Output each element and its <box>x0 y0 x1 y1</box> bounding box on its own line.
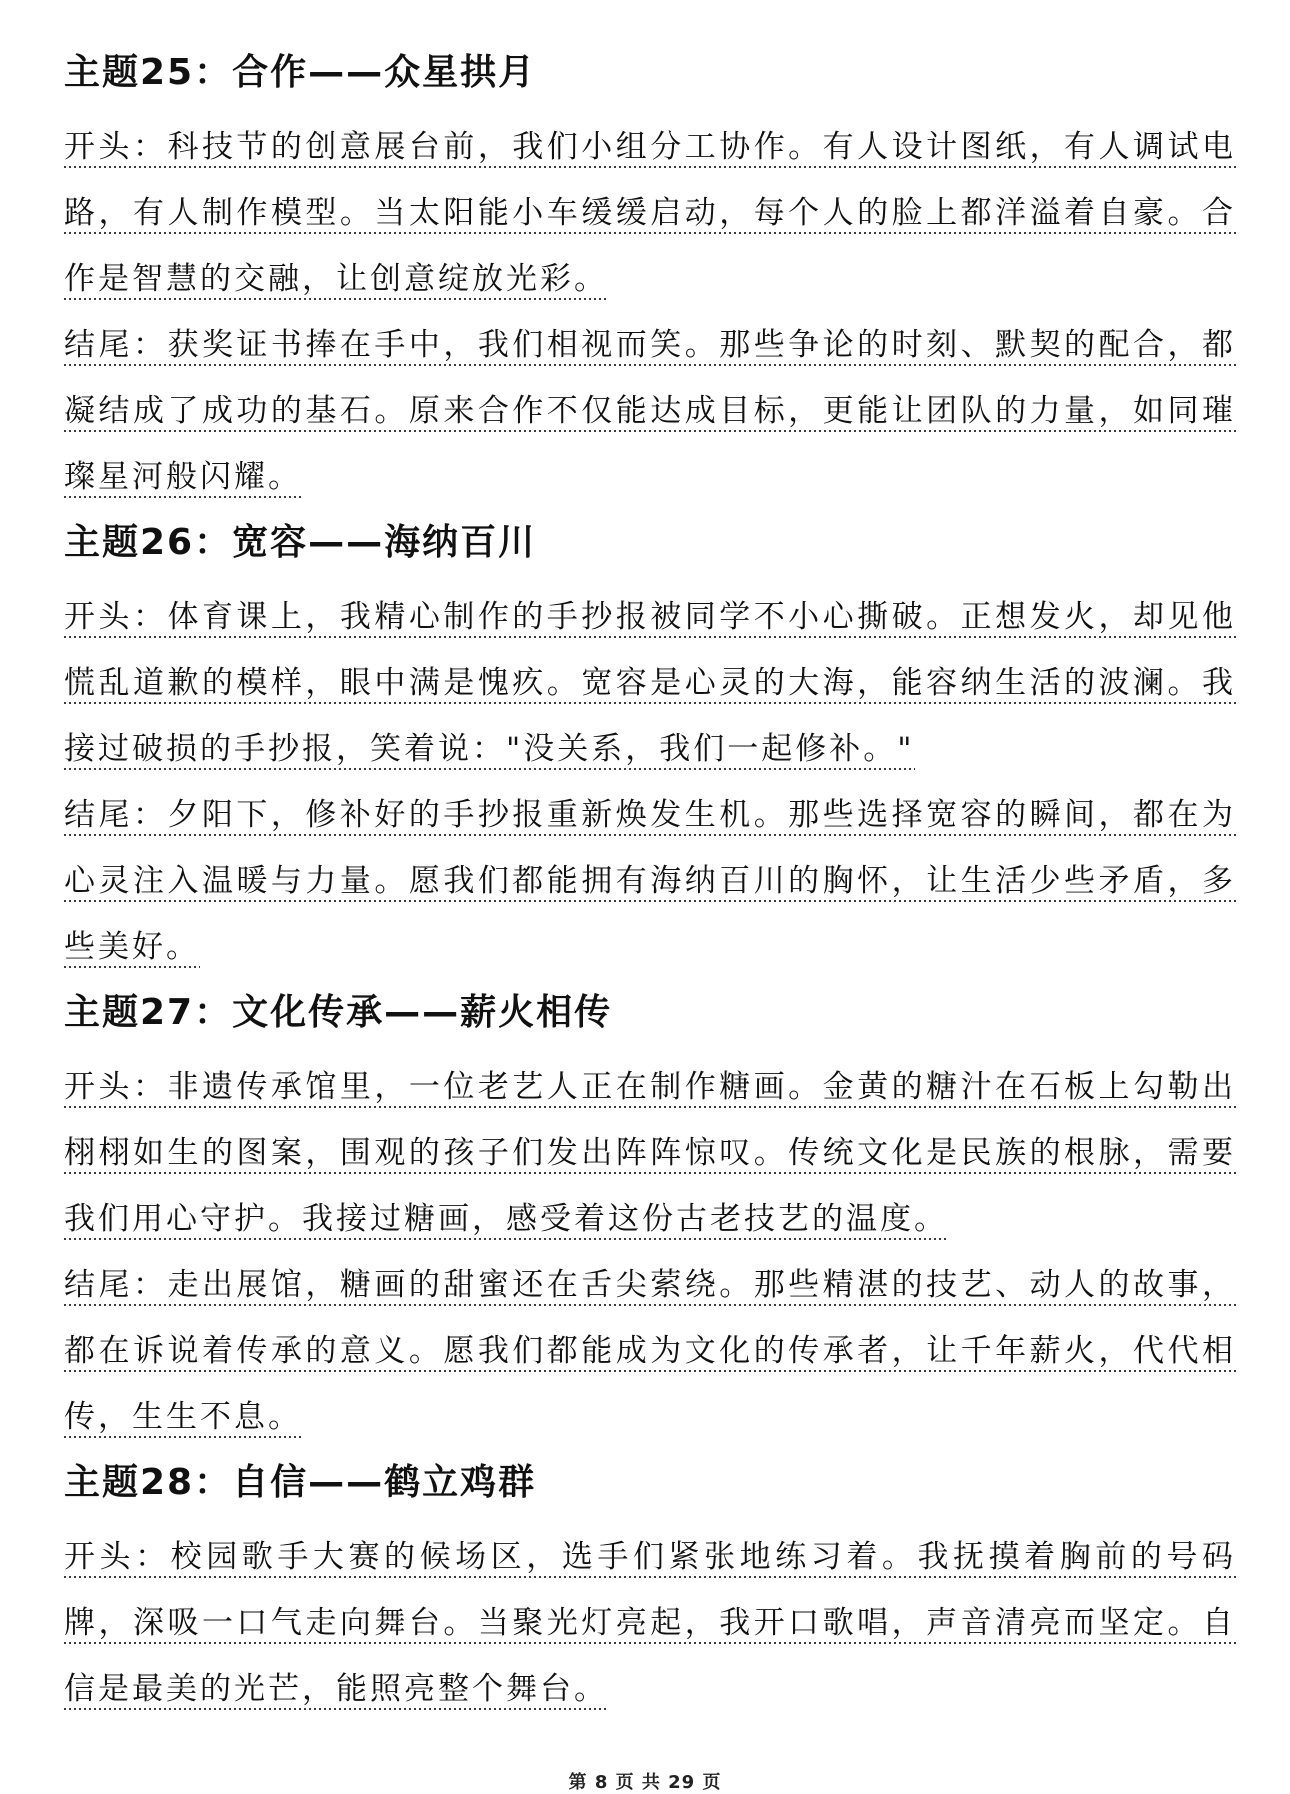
topic-27-opening <box>64 1054 1236 1252</box>
topic-25-section <box>64 44 1236 510</box>
topic-27-opening-text: 开头：非遗传承馆里，一位老艺人正在制作糖画。金黄的糖汁在石板上勾勒出栩栩如生的图案，围观的孩子们发出阵阵惊叹。传统文化是民族的根脉，需要我们用心守护。我接过糖画，感受着这份古老技艺的温度。 <box>64 1069 1236 1243</box>
topic-28-section <box>64 1454 1236 1722</box>
document-page <box>64 40 1236 1722</box>
topic-26-section <box>64 514 1236 980</box>
topic-27-title: 主题27：文化传承——薪火相传 <box>64 992 613 1033</box>
topic-28-opening <box>64 1524 1236 1722</box>
topic-27-ending <box>64 1252 1236 1450</box>
topic-26-ending <box>64 782 1236 980</box>
topic-27-ending-text: 结尾：走出展馆，糖画的甜蜜还在舌尖萦绕。那些精湛的技艺、动人的故事，都在诉说着传承的意义。愿我们都能成为文化的传承者，让千年薪火，代代相传，生生不息。 <box>64 1267 1236 1441</box>
topic-27-section <box>64 984 1236 1450</box>
topic-26-opening <box>64 584 1236 782</box>
topic-25-ending <box>64 312 1236 510</box>
topic-26-ending-text: 结尾：夕阳下，修补好的手抄报重新焕发生机。那些选择宽容的瞬间，都在为心灵注入温暖与力量。愿我们都能拥有海纳百川的胸怀，让生活少些矛盾，多些美好。 <box>64 797 1236 971</box>
topic-25-opening <box>64 114 1236 312</box>
page-number-footer: 第 8 页 共 29 页 <box>568 1772 722 1793</box>
topic-25-ending-text: 结尾：获奖证书捧在手中，我们相视而笑。那些争论的时刻、默契的配合，都凝结成了成功的基石。原来合作不仅能达成目标，更能让团队的力量，如同璀璨星河般闪耀。 <box>64 327 1236 501</box>
topic-28-opening-text: 开头：校园歌手大赛的候场区，选手们紧张地练习着。我抚摸着胸前的号码牌，深吸一口气走向舞台。当聚光灯亮起，我开口歌唱，声音清亮而坚定。自信是最美的光芒，能照亮整个舞台。 <box>64 1539 1236 1713</box>
topic-25-opening-text: 开头：科技节的创意展台前，我们小组分工协作。有人设计图纸，有人调试电路，有人制作模型。当太阳能小车缓缓启动，每个人的脸上都洋溢着自豪。合作是智慧的交融，让创意绽放光彩。 <box>64 129 1236 303</box>
topic-28-title: 主题28：自信——鹤立鸡群 <box>64 1462 537 1503</box>
topic-25-title: 主题25：合作——众星拱月 <box>64 52 537 93</box>
topic-26-title: 主题26：宽容——海纳百川 <box>64 522 537 563</box>
topic-26-opening-text: 开头：体育课上，我精心制作的手抄报被同学不小心撕破。正想发火，却见他慌乱道歉的模样，眼中满是愧疚。宽容是心灵的大海，能容纳生活的波澜。我接过破损的手抄报，笑着说："没关系，我们一起修补。" <box>64 599 1236 773</box>
